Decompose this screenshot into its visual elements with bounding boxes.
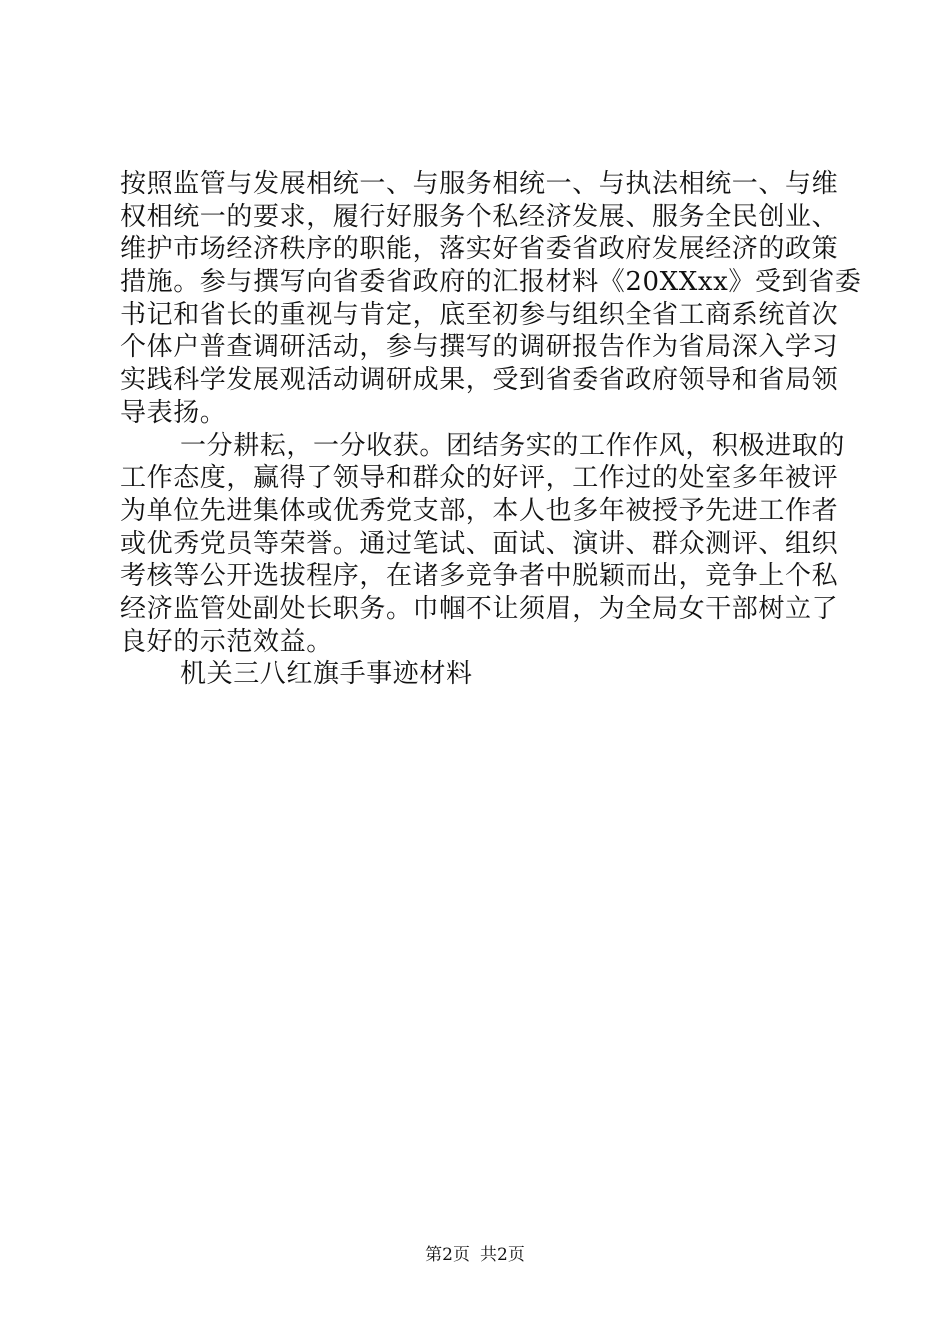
page-number: 第2页 [425, 1245, 470, 1265]
paragraph-1-line-2: 权相统一的要求，履行好服务个私经济发展、服务全民创业、 [120, 201, 839, 232]
paragraph-1-line-5: 书记和省长的重视与肯定，底至初参与组织全省工商系统首次 [120, 299, 839, 330]
paragraph-2-line-5: 考核等公开选拔程序，在诸多竞争者中脱颖而出，竞争上个私 [120, 561, 839, 592]
document-body [120, 168, 862, 691]
paragraph-1-line-7: 实践科学发展观活动调研成果，受到省委省政府领导和省局领 [120, 365, 839, 396]
paragraph-1-line-1: 按照监管与发展相统一、与服务相统一、与执法相统一、与维 [120, 169, 839, 199]
paragraph-1-line-6: 个体户普查调研活动，参与撰写的调研报告作为省局深入学习 [120, 332, 839, 363]
paragraph-2-line-3: 为单位先进集体或优秀党支部，本人也多年被授予先进工作者 [120, 495, 839, 526]
paragraph-2-line-4: 或优秀党员等荣誉。通过笔试、面试、演讲、群众测评、组织 [120, 528, 839, 559]
page-total: 共2页 [480, 1245, 525, 1265]
page-footer [0, 1243, 950, 1267]
paragraph-2-line-6: 经济监管处副处长职务。巾帼不让须眉，为全局女干部树立了 [120, 593, 839, 624]
paragraph-2-line-1: 一分耕耘，一分收获。团结务实的工作作风，积极进取的 [180, 430, 846, 461]
paragraph-2-line-7: 良好的示范效益。 [120, 626, 333, 657]
paragraph-1-line-8: 导表扬。 [120, 397, 227, 428]
paragraph-1-line-4: 措施。参与撰写向省委省政府的汇报材料《20XXxx》受到省委 [120, 267, 862, 298]
paragraph-2-line-2: 工作态度，赢得了领导和群众的好评，工作过的处室多年被评 [120, 463, 839, 494]
paragraph-1-line-3: 维护市场经济秩序的职能，落实好省委省政府发展经济的政策 [120, 234, 839, 265]
closing-line: 机关三八红旗手事迹材料 [180, 659, 473, 690]
